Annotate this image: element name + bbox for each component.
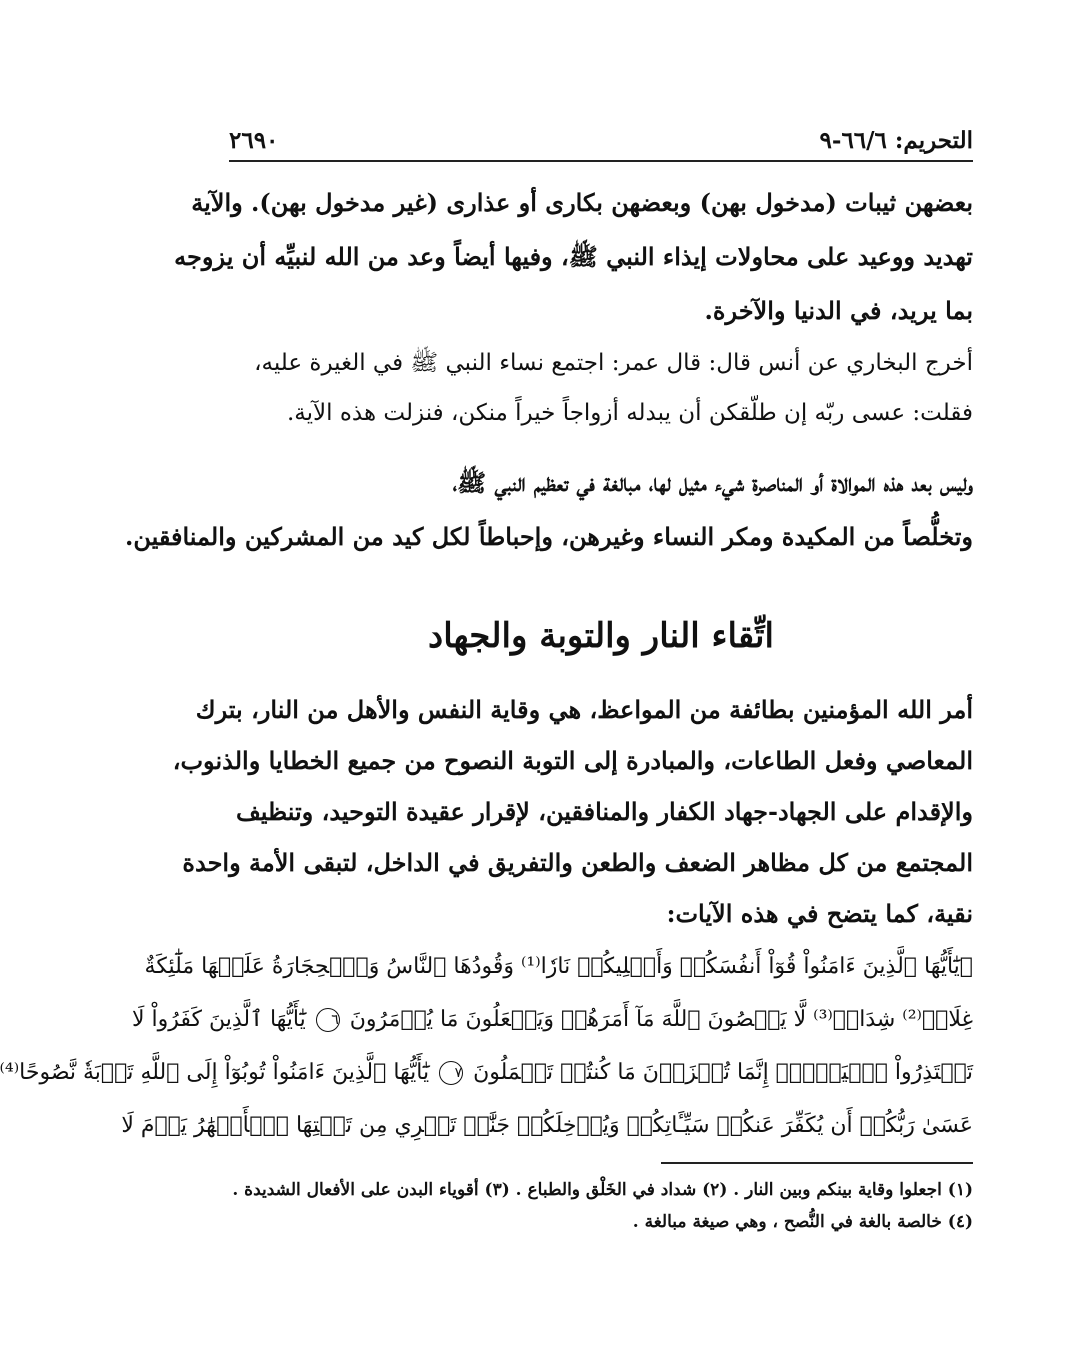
paragraph-line: بعضهن ثيبات (مدخول بهن) وبعضهن بكارى أو عذارى (غير مدخول بهن). والآية <box>191 188 973 217</box>
verse-text: يَٰٓأَيُّهَا ٱلَّذِينَ ءَامَنُواْ تُوبُوٓاْ إِلَى ٱللَّهِ تَوۡبَةٗ نَّصُوحًا⁽⁴⁾ <box>0 1060 430 1085</box>
footnote-line: (٤) خالصة بالغة في النُّصح ، وهي صيغة مبالغة . <box>632 1212 973 1232</box>
verse-line: ﴿يَٰٓأَيُّهَا ٱلَّذِينَ ءَامَنُواْ قُوٓاْ أَنفُسَكُمۡ وَأَهۡلِيكُمۡ نَارٗا⁽¹⁾ وَقُودُهَا ٱلنَّاسُ وَٱلۡحِجَارَةُ عَلَيۡهَا مَلَٰٓئِكَةٌ <box>144 954 973 979</box>
paragraph-line: تهديد ووعيد على محاولات إيذاء النبي ﷺ، وفيها أيضاً وعد من الله لنبيِّه أن يزوجه <box>174 242 973 271</box>
footnote-line: (١) اجعلوا وقاية بينكم وبين النار . (٢) شداد في الخَلْق والطباع . (٣) أقوياء البدن على الأفعال الشديدة . <box>232 1180 973 1200</box>
hadith-paragraph <box>229 338 973 438</box>
page-number: ٢٦٩٠ <box>229 127 279 154</box>
ayah-number-marker: ٦ <box>316 1008 340 1032</box>
intro-paragraph <box>174 176 973 338</box>
paragraph-line: وتخلُّصاً من المكيدة ومكر النساء وغيرهن، وإحباطاً لكل كيد من المشركين والمنافقين. <box>125 522 973 551</box>
section-paragraph <box>172 684 973 939</box>
paragraph-line: والإقدام على الجهاد-جهاد الكفار والمنافقين، لإقرار عقيدة التوحيد، وتنظيف <box>235 797 973 826</box>
footnote-divider <box>661 1162 973 1164</box>
verse-text: يَٰٓأَيُّهَا ٱلَّذِينَ كَفَرُواْ لَا <box>131 1007 306 1032</box>
footnotes <box>229 1174 973 1238</box>
paragraph-line: أخرج البخاري عن أنس قال: قال عمر: اجتمع نساء النبي ﷺ في الغيرة عليه، <box>254 350 973 376</box>
running-header <box>229 112 973 154</box>
verse-line <box>131 993 973 1046</box>
section-title: اتِّقاء النار والتوبة والجهاد <box>428 616 774 656</box>
verse-text: غِلَاظٞ⁽²⁾ شِدَادٞ⁽³⁾ لَّا يَعۡصُونَ ٱللَّهَ مَآ أَمَرَهُمۡ وَيَفۡعَلُونَ مَا يُؤۡمَرُونَ <box>349 1007 973 1032</box>
paragraph-line: أمر الله المؤمنين بطائفة من المواعظ، هي وقاية النفس والأهل من النار، بترك <box>195 695 973 724</box>
paragraph-line: فقلت: عسى ربّه إن طلّقكن أن يبدله أزواجاً خيراً منكن، فنزلت هذه الآية. <box>286 400 973 426</box>
paragraph-line: وليس بعد هذه الموالاة أو المناصرة شيء مثيل لها، مبالغة في تعظيم النبي ﷺ، <box>452 468 973 497</box>
header-divider <box>229 160 973 162</box>
verse-line: عَسَىٰ رَبُّكُمۡ أَن يُكَفِّرَ عَنكُمۡ سَيِّـَٔاتِكُمۡ وَيُدۡخِلَكُمۡ جَنَّٰتٖ تَجۡرِي مِن تَحۡتِهَا ٱلۡأَنۡهَٰرُ يَوۡمَ لَا <box>121 1113 973 1138</box>
paragraph-line: نقية، كما يتضح في هذه الآيات: <box>666 899 973 928</box>
verse-text: تَعۡتَذِرُواْ ٱلۡيَوۡمَۖ إِنَّمَا تُجۡزَوۡنَ مَا كُنتُمۡ تَعۡمَلُونَ <box>473 1060 973 1085</box>
chapter-reference: التحريم: ٦٦/٦-٩ <box>819 127 973 154</box>
verse-line <box>0 1046 973 1099</box>
paragraph-line: المجتمع من كل مظاهر الضعف والطعن والتفريق في الداخل، لتبقى الأمة واحدة <box>182 848 973 877</box>
paragraph-line: بما يريد، في الدنيا والآخرة. <box>704 296 973 325</box>
closing-paragraph <box>125 456 973 564</box>
quran-verses <box>0 940 973 1152</box>
ayah-number-marker: ٧ <box>439 1061 463 1085</box>
paragraph-line: المعاصي وفعل الطاعات، والمبادرة إلى التوبة النصوح من جميع الخطايا والذنوب، <box>172 746 973 775</box>
